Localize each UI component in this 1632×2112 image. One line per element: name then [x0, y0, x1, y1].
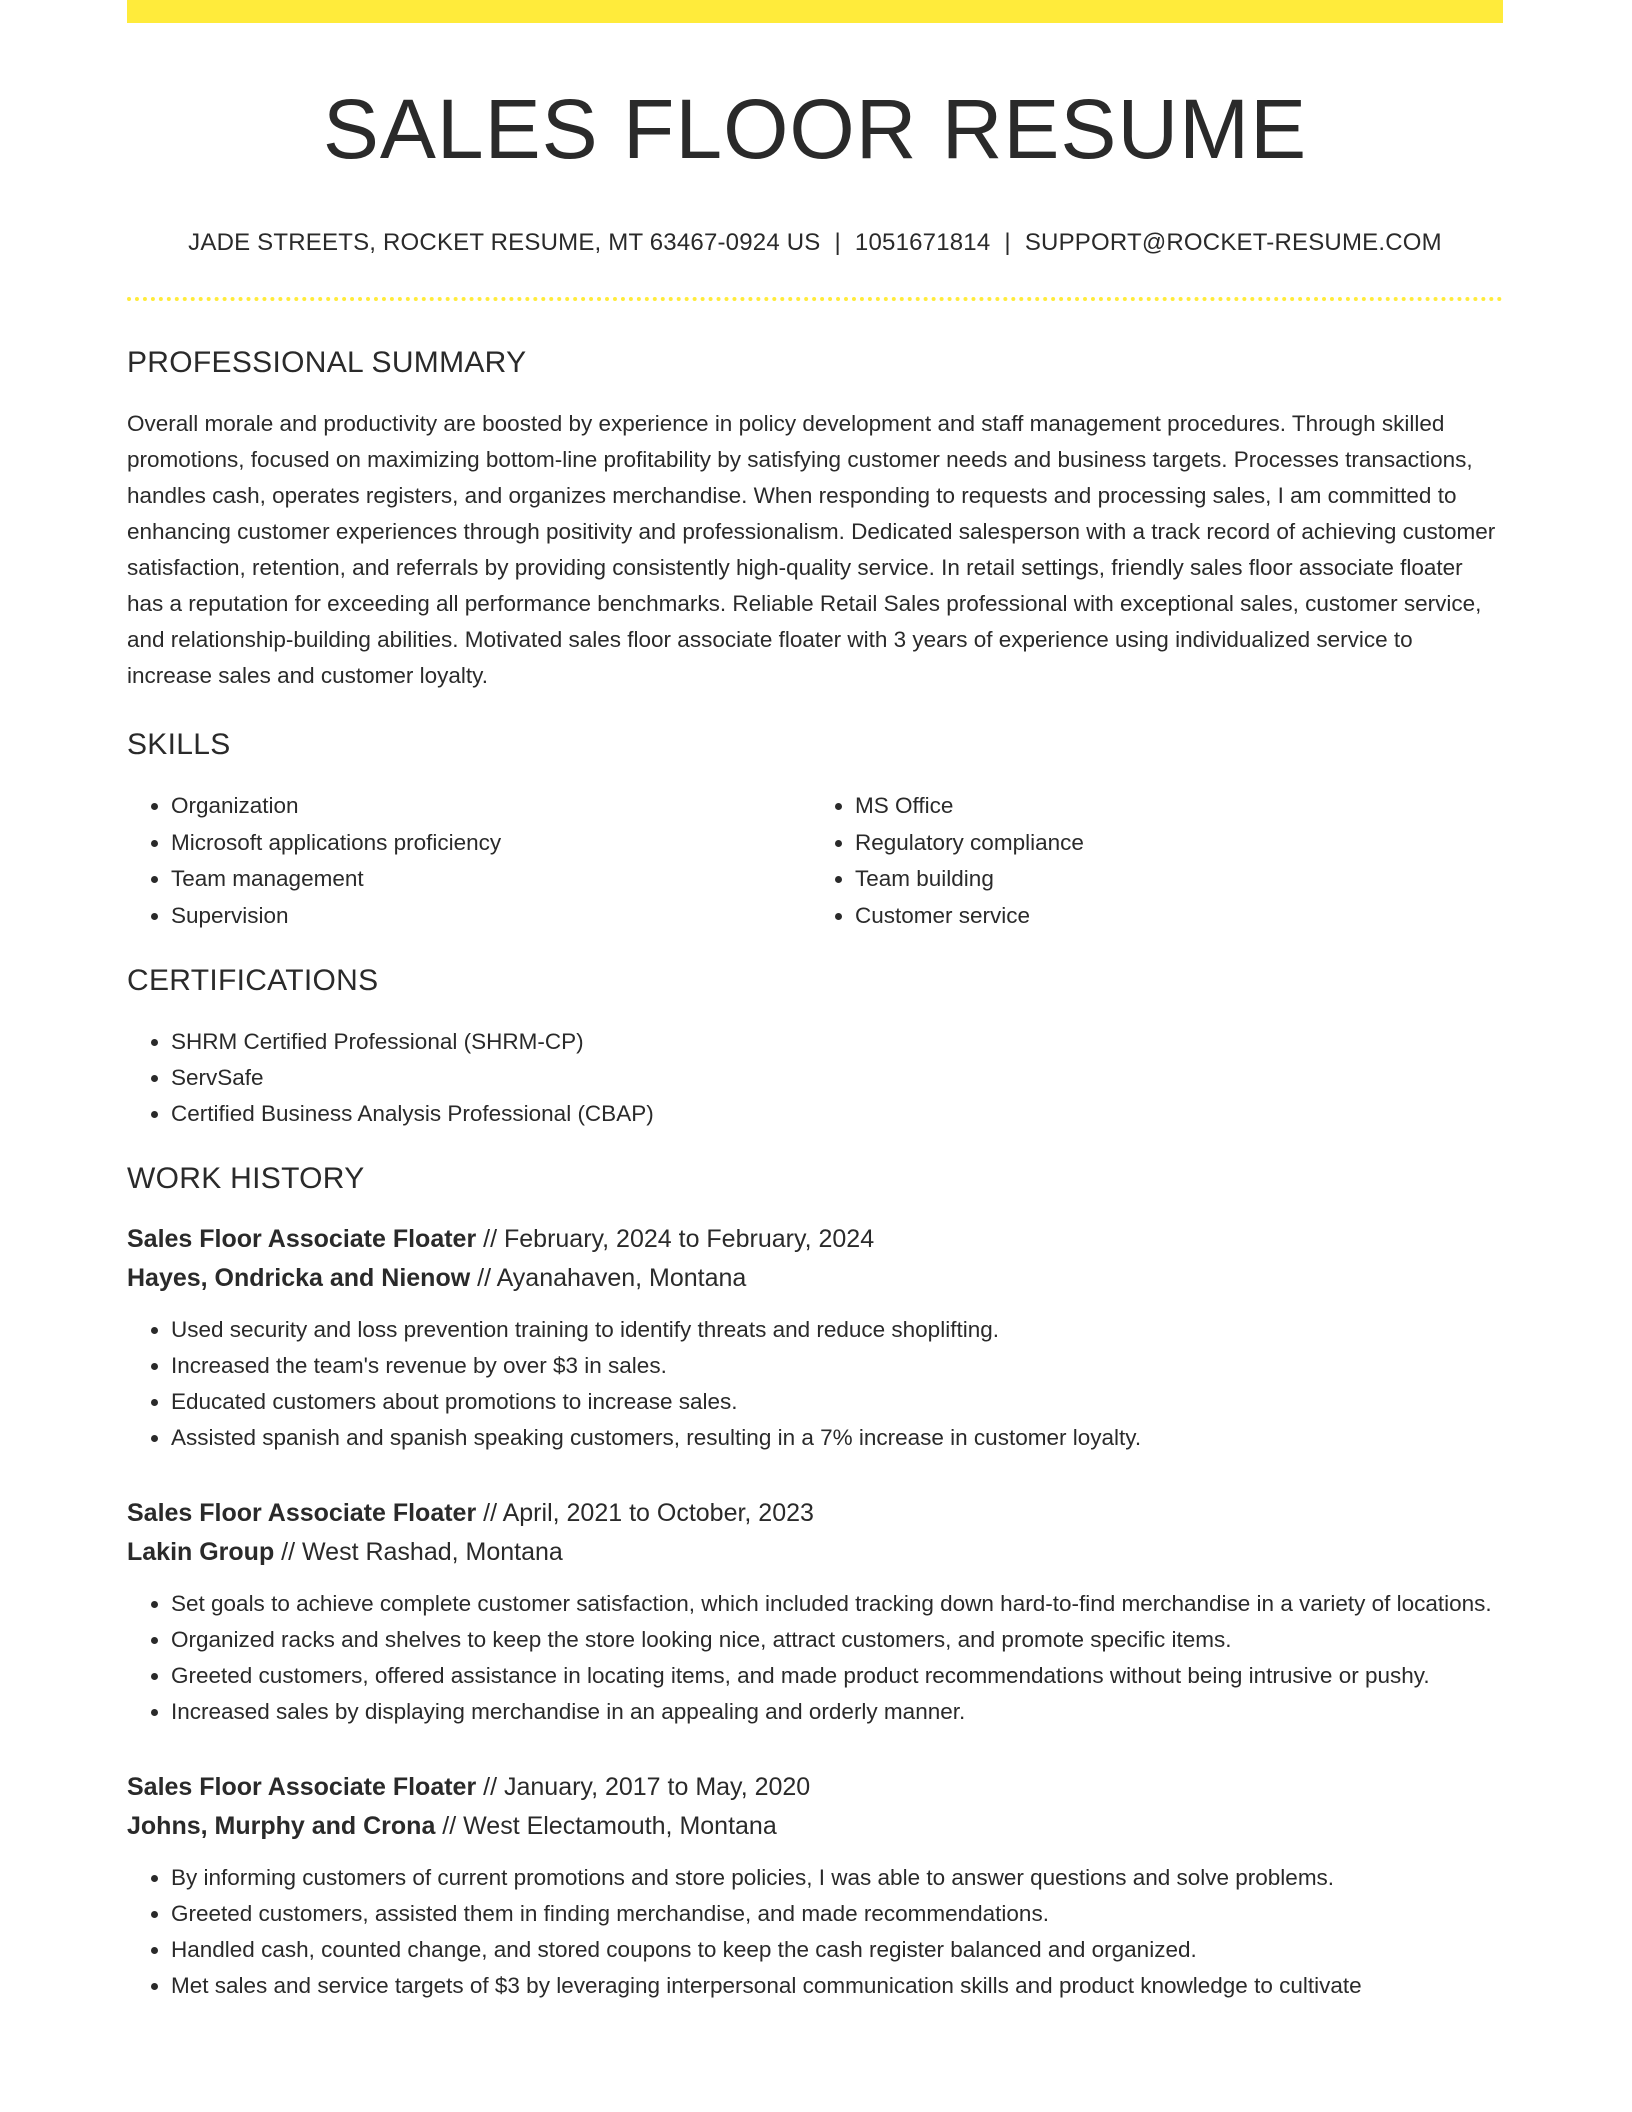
job-role: Sales Floor Associate Floater	[127, 1499, 477, 1528]
job-dates: // January, 2017 to May, 2020	[476, 1773, 811, 1802]
contact-line	[127, 229, 1503, 257]
job-bullet: • Organized racks and shelves to keep the store looking nice, attract customers, and promote specific items.	[171, 1622, 1503, 1658]
job-bullet: • Handled cash, counted change, and stored coupons to keep the cash register balanced and organized.	[171, 1932, 1503, 1968]
accent-top-bar	[127, 0, 1503, 23]
skill-item: • Customer service	[855, 898, 1489, 935]
job-entry	[127, 1220, 1503, 1456]
section-title-skills: SKILLS	[127, 728, 231, 762]
skill-item: • Organization	[171, 788, 805, 825]
job-bullet: • Used security and loss prevention training to identify threats and reduce shoplifting.	[171, 1312, 1503, 1348]
job-bullet: • By informing customers of current promotions and store policies, I was able to answer questions and solve problems.	[171, 1860, 1503, 1896]
job-company: Lakin Group	[127, 1538, 275, 1567]
section-title-certifications: CERTIFICATIONS	[127, 964, 379, 998]
job-role-line	[127, 1494, 1503, 1533]
job-bullet: • Increased sales by displaying merchandise in an appealing and orderly manner.	[171, 1694, 1503, 1730]
skill-item: • Team building	[855, 861, 1489, 898]
job-location: // West Electamouth, Montana	[435, 1812, 777, 1841]
certification-item: • SHRM Certified Professional (SHRM-CP)	[171, 1024, 1503, 1060]
section-title-work-history: WORK HISTORY	[127, 1162, 365, 1196]
summary-text: Overall morale and productivity are boosted by experience in policy development and staff management procedures. Through skilled promotions, focused on maximizing bottom-line profitability by satisfying customer needs and business targets. Processes transactions, handles cash, operates registers, and organizes merchandise. When responding to requests and processing sales, I am committed to enhancing customer experiences through positivity and professionalism. Dedicated salesperson with a track record of achieving customer satisfaction, retention, and referrals by providing consistently high-quality service. In retail settings, friendly sales floor associate floater has a reputation for exceeding all performance benchmarks. Reliable Retail Sales professional with exceptional sales, customer service, and relationship-building abilities. Motivated sales floor associate floater with 3 years of experience using individualized service to increase sales and customer loyalty.	[127, 411, 1496, 689]
dotted-divider	[127, 297, 1503, 301]
job-location: // Ayanahaven, Montana	[470, 1264, 747, 1293]
job-entry	[127, 1768, 1503, 2004]
contact-email: SUPPORT@ROCKET-RESUME.COM	[1024, 229, 1442, 257]
job-company-line	[127, 1533, 1503, 1572]
job-company: Hayes, Ondricka and Nienow	[127, 1264, 471, 1293]
skill-item: • Microsoft applications proficiency	[171, 825, 805, 862]
job-bullets	[127, 1586, 1503, 1730]
contact-separator: |	[1004, 229, 1011, 257]
job-bullet: • Greeted customers, offered assistance in locating items, and made product recommendations without being intrusive or pushy.	[171, 1658, 1503, 1694]
contact-separator: |	[834, 229, 841, 257]
resume-title: SALES FLOOR RESUME	[322, 82, 1308, 176]
job-role-line	[127, 1768, 1503, 1807]
certification-item: • ServSafe	[171, 1060, 1503, 1096]
job-bullet: • Set goals to achieve complete customer satisfaction, which included tracking down hard-to-find merchandise in a variety of locations.	[171, 1586, 1503, 1622]
job-bullets	[127, 1860, 1503, 2004]
certifications-list	[127, 1024, 1503, 1132]
contact-address: JADE STREETS, ROCKET RESUME, MT 63467-0924 US	[188, 229, 821, 257]
skill-item: • Supervision	[171, 898, 805, 935]
job-role: Sales Floor Associate Floater	[127, 1225, 477, 1254]
skill-item: • Regulatory compliance	[855, 825, 1489, 862]
job-company-line	[127, 1259, 1503, 1298]
skills-list-right	[805, 788, 1489, 934]
job-bullet: • Met sales and service targets of $3 by leveraging interpersonal communication skills and product knowledge to cultivate	[171, 1968, 1503, 2004]
job-bullet: • Assisted spanish and spanish speaking customers, resulting in a 7% increase in customer loyalty.	[171, 1420, 1503, 1456]
job-bullets	[127, 1312, 1503, 1456]
job-role-line	[127, 1220, 1503, 1259]
job-dates: // April, 2021 to October, 2023	[476, 1499, 814, 1528]
job-bullet: • Greeted customers, assisted them in finding merchandise, and made recommendations.	[171, 1896, 1503, 1932]
job-company-line	[127, 1807, 1503, 1846]
section-title-summary: PROFESSIONAL SUMMARY	[127, 346, 527, 380]
job-bullet: • Educated customers about promotions to increase sales.	[171, 1384, 1503, 1420]
certification-item: • Certified Business Analysis Professional (CBAP)	[171, 1096, 1503, 1132]
skills-columns	[127, 788, 1503, 934]
skill-item: • Team management	[171, 861, 805, 898]
job-bullet: • Increased the team's revenue by over $3 in sales.	[171, 1348, 1503, 1384]
job-role: Sales Floor Associate Floater	[127, 1773, 477, 1802]
job-company: Johns, Murphy and Crona	[127, 1812, 436, 1841]
skills-list-left	[127, 788, 805, 934]
skill-item: • MS Office	[855, 788, 1489, 825]
job-dates: // February, 2024 to February, 2024	[476, 1225, 875, 1254]
job-location: // West Rashad, Montana	[274, 1538, 563, 1567]
contact-phone: 1051671814	[854, 229, 991, 257]
resume-page	[127, 0, 1503, 2004]
job-entry	[127, 1494, 1503, 1730]
